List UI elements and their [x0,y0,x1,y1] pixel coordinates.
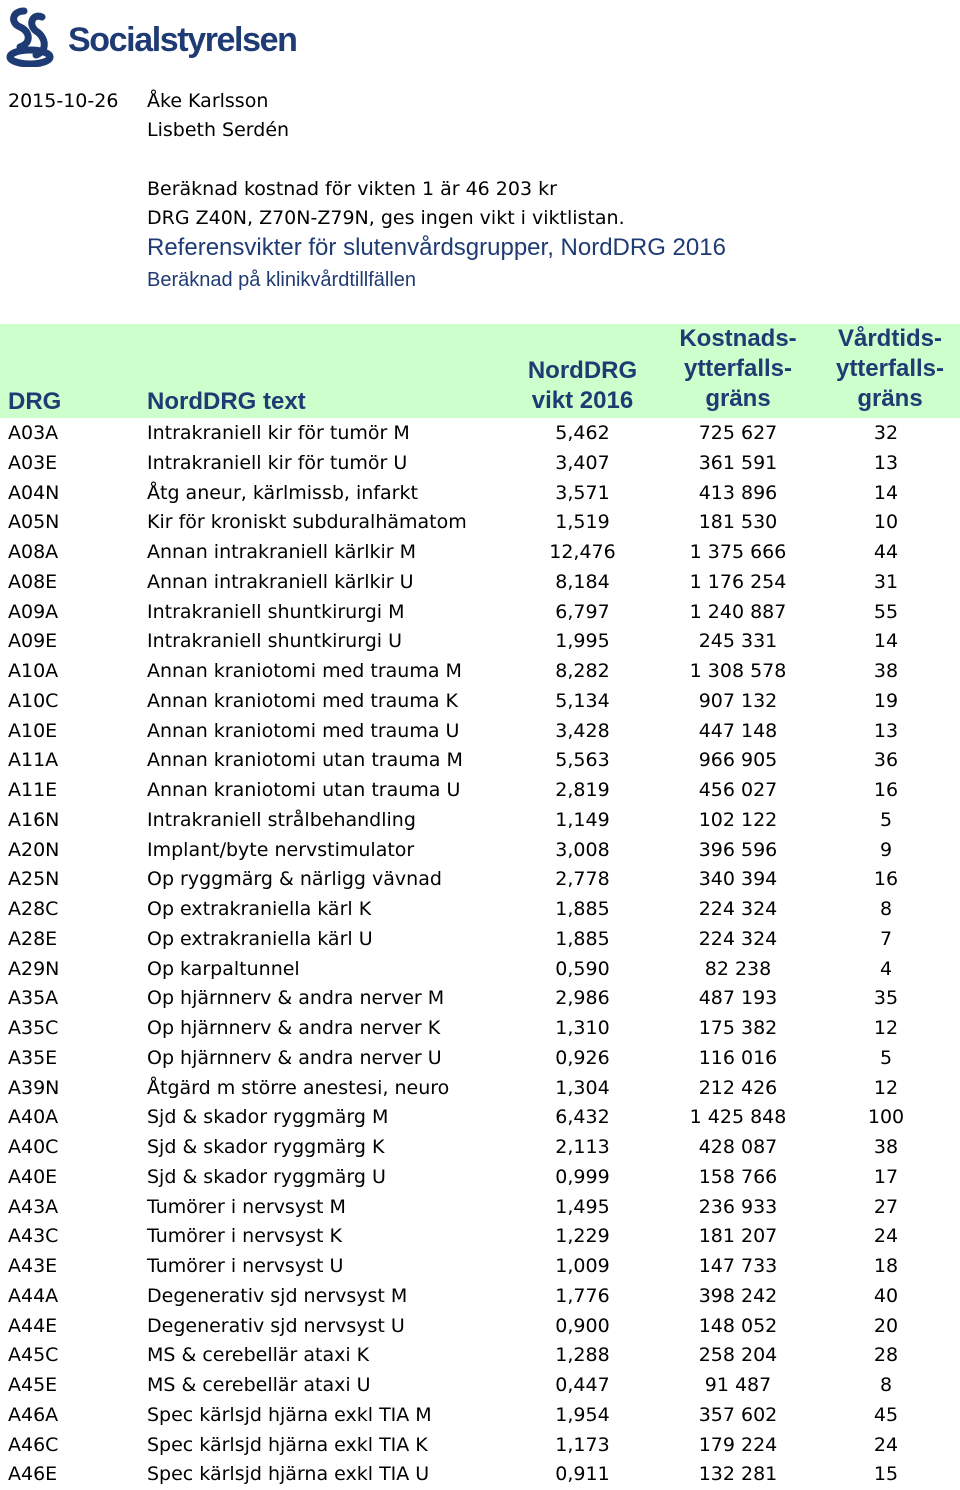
days-outlier-limit: 7 [879,927,893,950]
cost-outlier-limit: 181 530 [698,511,778,534]
cost-outlier-limit: 224 324 [698,898,778,920]
table-row [0,1074,960,1104]
drg-weight: 0,590 [555,957,610,980]
cost-outlier-limit: 1 375 666 [689,541,787,563]
drg-code: A45E [8,1374,58,1396]
cost-outlier-limit: 1 308 578 [689,660,787,682]
days-outlier-limit: 31 [873,570,899,593]
drg-code: A35C [8,1017,59,1039]
cost-outlier-limit: 212 426 [698,1076,778,1099]
drg-code: A03A [8,422,59,444]
drg-code: A11A [8,749,59,772]
drg-text: Annan kraniotomi utan trauma U [147,779,461,801]
drg-code: A28C [8,898,59,920]
drg-text: Kir för kroniskt subduralhämatom [147,511,467,534]
drg-code: A08A [8,541,59,563]
cost-outlier-limit: 245 331 [698,630,778,653]
header-cost-line-1: Kostnads- [679,325,797,352]
header-vikt-line-2: vikt 2016 [531,387,634,414]
table-row [0,865,960,895]
drg-code: A44A [8,1284,59,1307]
table-row [0,836,960,866]
drg-weight: 8,184 [555,570,610,593]
drg-weight: 1,229 [555,1225,610,1248]
drg-text: Intrakraniell kir för tumör M [147,422,410,444]
drg-code: A08E [8,570,58,593]
days-outlier-limit: 19 [873,689,899,712]
days-outlier-limit: 12 [873,1017,899,1039]
cost-outlier-limit: 132 281 [698,1463,778,1486]
header-days-line-1: Vårdtids- [837,325,942,352]
drg-weight: 8,282 [555,660,610,682]
drg-code: A40A [8,1106,59,1129]
table-row [0,657,960,687]
drg-text: Intrakraniell strålbehandling [147,808,416,831]
drg-text: Intrakraniell shuntkirurgi M [147,600,405,623]
drg-text: Tumörer i nervsyst M [147,1195,346,1218]
table-row [0,449,960,479]
drg-code: A43A [8,1195,59,1218]
table-row [0,1133,960,1163]
header-cost-outlier [668,324,808,414]
drg-text: Åtgärd m större anestesi, neuro [147,1076,450,1099]
days-outlier-limit: 38 [873,660,899,682]
drg-code: A44E [8,1314,58,1337]
drg-weight: 0,911 [555,1463,610,1486]
cost-outlier-limit: 725 627 [698,422,778,444]
table-row [0,1312,960,1342]
cost-outlier-limit: 258 204 [698,1344,778,1367]
drg-text: Op hjärnnerv & andra nerver K [147,1017,441,1039]
table-row [0,1163,960,1193]
drg-weight: 6,432 [555,1106,610,1129]
author-2: Lisbeth Serdén [147,119,290,141]
cost-outlier-limit: 224 324 [698,927,778,950]
table-row [0,895,960,925]
drg-weight: 1,304 [555,1076,610,1099]
drg-weight: 12,476 [549,541,616,563]
cost-outlier-limit: 428 087 [698,1136,778,1158]
drg-weight: 3,571 [555,481,610,504]
days-outlier-limit: 40 [873,1284,899,1307]
drg-weight: 1,173 [555,1433,610,1456]
days-outlier-limit: 28 [873,1344,899,1367]
cost-outlier-limit: 148 052 [698,1314,778,1337]
cost-outlier-limit: 1 425 848 [689,1106,787,1129]
table-row [0,806,960,836]
drg-weight: 1,519 [555,511,610,534]
table-row [0,1014,960,1044]
drg-code: A45C [8,1344,59,1367]
days-outlier-limit: 14 [873,481,899,504]
drg-code: A03E [8,451,58,474]
drg-text: Implant/byte nervstimulator [147,838,415,861]
days-outlier-limit: 8 [879,1374,893,1396]
drg-weight: 1,009 [555,1255,610,1277]
table-header-background [0,324,960,418]
header-cost-line-2: ytterfalls- [683,355,793,382]
drg-text: Op hjärnnerv & andra nerver U [147,1046,442,1069]
table-row [0,1371,960,1401]
drg-code: A25N [8,868,60,891]
drg-table-body [0,419,960,1490]
drg-weight: 2,778 [555,868,610,891]
drg-code: A10E [8,719,58,742]
table-row [0,717,960,747]
header-days-outlier [820,324,960,414]
days-outlier-limit: 16 [873,779,899,801]
drg-weight: 3,407 [555,451,610,474]
cost-outlier-limit: 396 596 [698,838,778,861]
table-row [0,955,960,985]
drg-weight: 5,134 [555,689,610,712]
days-outlier-limit: 12 [873,1076,899,1099]
cost-outlier-limit: 447 148 [698,719,778,742]
drg-weight: 1,310 [555,1017,610,1039]
header-norddrg-text: NordDRG text [147,388,306,415]
drg-text: Annan intrakraniell kärlkir U [147,570,414,593]
drg-code: A10A [8,660,59,682]
drg-weight: 2,819 [555,779,610,801]
header-drg: DRG [8,388,62,415]
drg-weight: 1,995 [555,630,610,653]
drg-code: A04N [8,481,60,504]
drg-text: Sjd & skador ryggmärg U [147,1165,386,1188]
drg-text: Tumörer i nervsyst U [147,1255,344,1277]
days-outlier-limit: 44 [873,541,899,563]
drg-text: Annan kraniotomi med trauma K [147,689,459,712]
cost-outlier-limit: 487 193 [698,987,778,1010]
drg-code: A46E [8,1463,58,1486]
drg-text: Tumörer i nervsyst K [147,1225,342,1248]
days-outlier-limit: 45 [873,1403,899,1426]
table-row [0,1341,960,1371]
days-outlier-limit: 38 [873,1136,899,1158]
table-row [0,1222,960,1252]
drg-weight: 1,776 [555,1284,610,1307]
drg-weight: 3,008 [555,838,610,861]
cost-note: Beräknad kostnad för vikten 1 är 46 203 kr [147,178,557,200]
drg-text: Sjd & skador ryggmärg K [147,1136,385,1158]
drg-text: MS & cerebellär ataxi U [147,1374,371,1396]
drg-text: Åtg aneur, kärlmissb, infarkt [147,481,418,504]
drg-code: A09A [8,600,59,623]
drg-code: A43E [8,1255,58,1277]
author-1: Åke Karlsson [147,90,269,112]
drg-code: A43C [8,1225,59,1248]
table-row [0,984,960,1014]
days-outlier-limit: 9 [879,838,893,861]
days-outlier-limit: 27 [873,1195,899,1218]
drg-code: A20N [8,838,60,861]
cost-outlier-limit: 116 016 [698,1046,778,1069]
drg-code: A29N [8,957,60,980]
days-outlier-limit: 13 [873,451,899,474]
drg-text: Degenerativ sjd nervsyst U [147,1314,405,1337]
cost-outlier-limit: 91 487 [704,1374,772,1396]
drg-text: Degenerativ sjd nervsyst M [147,1284,408,1307]
document-subtitle: Beräknad på klinikvårdtillfällen [147,269,417,291]
drg-text: Op extrakraniella kärl K [147,898,372,920]
table-row [0,746,960,776]
days-outlier-limit: 16 [873,868,899,891]
drg-weight: 5,563 [555,749,610,772]
drg-weight: 1,288 [555,1344,610,1367]
table-row [0,419,960,449]
drg-weight: 0,447 [555,1374,610,1396]
drg-weight: 6,797 [555,600,610,623]
drg-text: MS & cerebellär ataxi K [147,1344,370,1367]
drg-weight: 2,986 [555,987,610,1010]
days-outlier-limit: 13 [873,719,899,742]
drg-code: A46A [8,1403,59,1426]
drg-code: A11E [8,779,58,801]
cost-outlier-limit: 966 905 [698,749,778,772]
cost-outlier-limit: 456 027 [698,779,778,801]
cost-outlier-limit: 147 733 [698,1255,778,1277]
cost-outlier-limit: 175 382 [698,1017,778,1039]
drg-weight: 5,462 [555,422,610,444]
days-outlier-limit: 4 [879,957,893,980]
drg-code: A40E [8,1165,58,1188]
table-row [0,568,960,598]
drg-weight: 2,113 [555,1136,610,1158]
drg-weight: 1,495 [555,1195,610,1218]
drg-code: A39N [8,1076,60,1099]
table-row [0,1401,960,1431]
header-vikt-line-1: NordDRG [527,357,638,384]
drg-weight: 3,428 [555,719,610,742]
drg-text: Annan kraniotomi med trauma U [147,719,460,742]
cost-outlier-limit: 398 242 [698,1284,778,1307]
header-cost-line-3: gräns [705,385,771,412]
drg-weight: 1,885 [555,927,610,950]
drg-weight: 1,885 [555,898,610,920]
cost-outlier-limit: 181 207 [698,1225,778,1248]
cost-outlier-limit: 179 224 [698,1433,778,1456]
drg-text: Op karpaltunnel [147,957,300,980]
drg-code: A10C [8,689,59,712]
table-row [0,1193,960,1223]
drg-code: A35E [8,1046,58,1069]
drg-text: Spec kärlsjd hjärna exkl TIA M [147,1403,432,1426]
header-vikt [520,356,645,416]
drg-text: Annan kraniotomi med trauma M [147,660,462,682]
drg-text: Op hjärnnerv & andra nerver M [147,987,445,1010]
cost-outlier-limit: 907 132 [698,689,778,712]
days-outlier-limit: 35 [873,987,899,1010]
drg-text: Intrakraniell shuntkirurgi U [147,630,402,653]
table-row [0,776,960,806]
drg-code: A16N [8,808,60,831]
header-days-line-2: ytterfalls- [835,355,945,382]
drg-weight: 0,999 [555,1165,610,1188]
days-outlier-limit: 17 [873,1165,899,1188]
cost-outlier-limit: 1 176 254 [689,570,787,593]
cost-outlier-limit: 357 602 [698,1403,778,1426]
table-row [0,508,960,538]
days-outlier-limit: 100 [867,1106,905,1129]
drg-code: A40C [8,1136,59,1158]
drg-code: A46C [8,1433,59,1456]
cost-outlier-limit: 1 240 887 [689,600,787,623]
drg-text: Op extrakraniella kärl U [147,927,373,950]
table-row [0,1044,960,1074]
days-outlier-limit: 5 [879,1046,893,1069]
table-row [0,925,960,955]
days-outlier-limit: 10 [873,511,899,534]
drg-text: Op ryggmärg & närligg vävnad [147,868,442,891]
days-outlier-limit: 5 [879,808,893,831]
drg-text: Sjd & skador ryggmärg M [147,1106,389,1129]
cost-outlier-limit: 340 394 [698,868,778,891]
table-row [0,1431,960,1461]
table-row [0,1252,960,1282]
table-row [0,479,960,509]
days-outlier-limit: 55 [873,600,899,623]
drg-code: A09E [8,630,58,653]
drg-weight: 1,149 [555,808,610,831]
drg-code: A05N [8,511,60,534]
days-outlier-limit: 14 [873,630,899,653]
days-outlier-limit: 36 [873,749,899,772]
drg-text: Spec kärlsjd hjärna exkl TIA K [147,1433,428,1456]
drg-code: A28E [8,927,58,950]
days-outlier-limit: 20 [873,1314,899,1337]
table-row [0,1103,960,1133]
document-date: 2015-10-26 [8,90,119,112]
drg-weight: 0,926 [555,1046,610,1069]
table-row [0,627,960,657]
socialstyrelsen-logo [2,2,302,68]
drg-text: Intrakraniell kir för tumör U [147,451,408,474]
cost-outlier-limit: 82 238 [704,957,772,980]
drg-text: Annan kraniotomi utan trauma M [147,749,463,772]
days-outlier-limit: 8 [879,898,893,920]
document-title: Referensvikter för slutenvårdsgrupper, NordDRG 2016 [147,234,726,261]
table-row [0,1460,960,1490]
drg-code: A35A [8,987,59,1010]
drg-text: Spec kärlsjd hjärna exkl TIA U [147,1463,430,1486]
days-outlier-limit: 15 [873,1463,899,1486]
cost-outlier-limit: 236 933 [698,1195,778,1218]
days-outlier-limit: 24 [873,1433,899,1456]
socialstyrelsen-emblem-icon [2,3,62,67]
cost-outlier-limit: 158 766 [698,1165,778,1188]
drg-text: Annan intrakraniell kärlkir M [147,541,417,563]
table-row [0,538,960,568]
days-outlier-limit: 24 [873,1225,899,1248]
table-row [0,1282,960,1312]
days-outlier-limit: 32 [873,422,899,444]
cost-outlier-limit: 102 122 [698,808,778,831]
logo-wordmark: Socialstyrelsen [68,20,297,59]
cost-outlier-limit: 361 591 [698,451,778,474]
cost-outlier-limit: 413 896 [698,481,778,504]
table-row [0,687,960,717]
drg-weight: 0,900 [555,1314,610,1337]
drg-note: DRG Z40N, Z70N-Z79N, ges ingen vikt i viktlistan. [147,207,625,229]
days-outlier-limit: 18 [873,1255,899,1277]
table-row [0,598,960,628]
drg-weight: 1,954 [555,1403,610,1426]
header-days-line-3: gräns [857,385,923,412]
